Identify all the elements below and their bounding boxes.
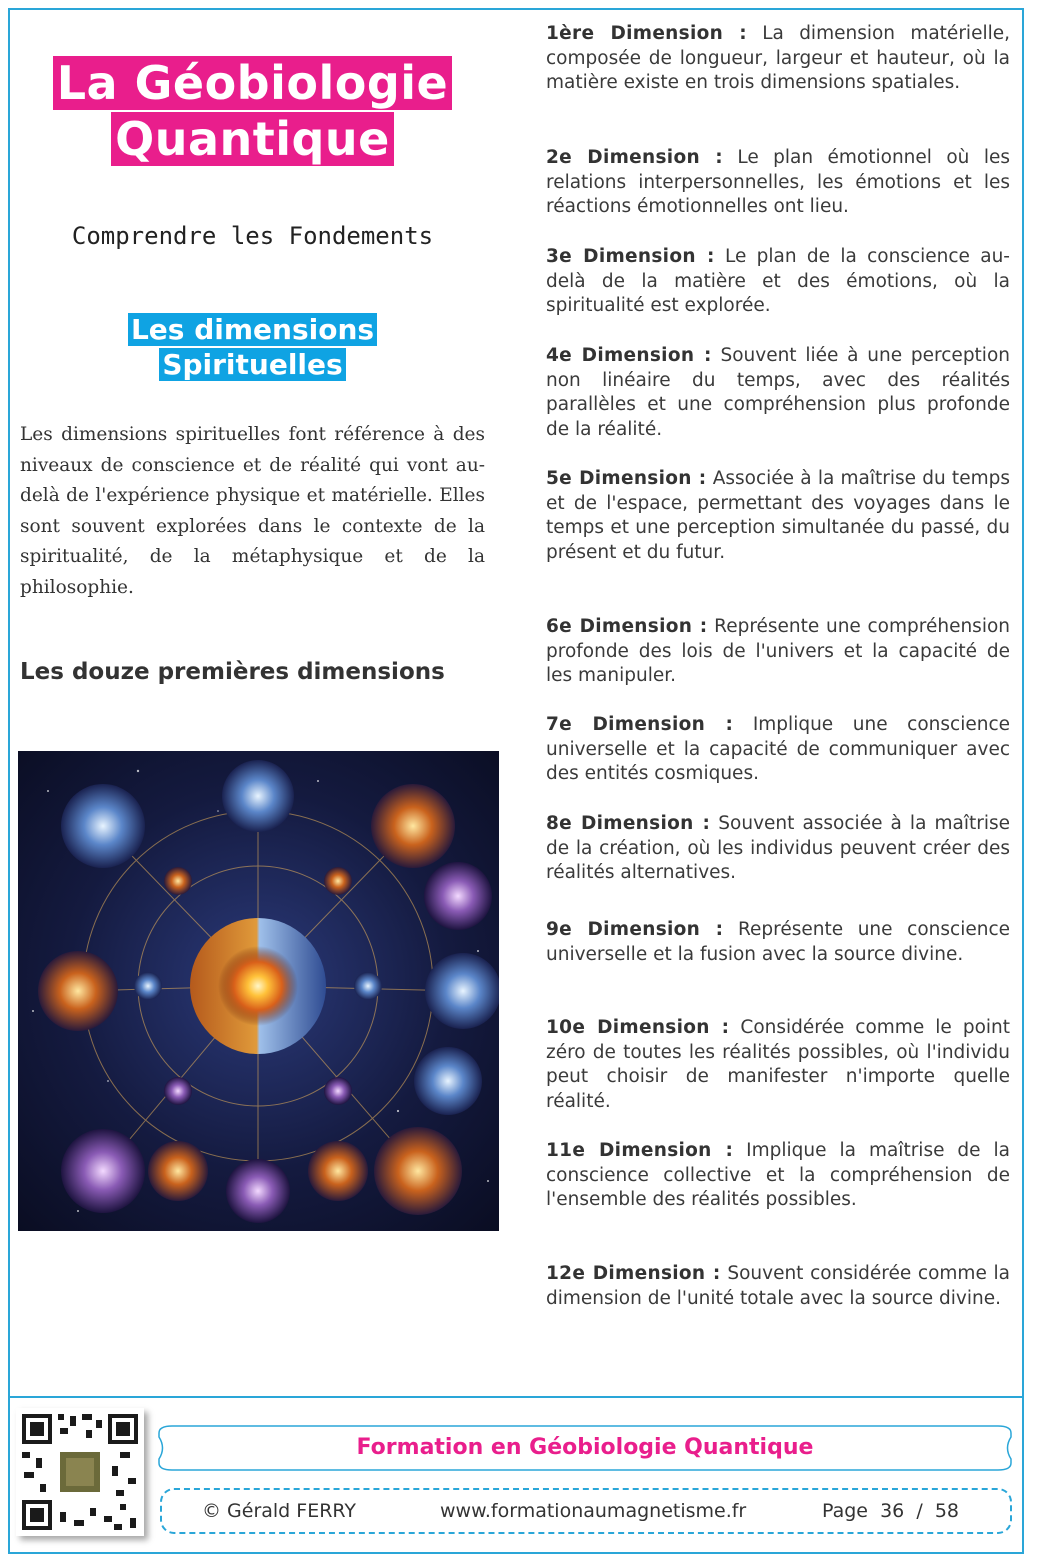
dimension-text: Le plan de la conscience au-delà de la matière et des émotions, où la spiritualité est explorée. (546, 246, 1010, 316)
dimension-text: Implique la maîtrise de la conscience collective et la compréhension de l'ensemble des réalités possibles. (546, 1140, 1011, 1210)
dimension-label: 8e Dimension : (546, 813, 711, 834)
dimension-item-2 (546, 146, 1010, 220)
dimension-label: 11e Dimension : (546, 1140, 734, 1161)
dimension-text: Considérée comme le point zéro de toutes les réalités possibles, où l'individu peut choisir de manifester n'importe quelle réalité. (546, 1017, 1010, 1112)
dimension-label: 7e Dimension : (546, 714, 734, 735)
dimension-item-5 (546, 467, 1010, 565)
dimension-label: 6e Dimension : (546, 616, 708, 637)
dimension-item-10 (546, 1016, 1010, 1114)
qr-code-graphic (16, 1408, 144, 1536)
page-number: Page 36 / 58 (822, 1500, 959, 1522)
dimension-label: 2e Dimension : (546, 147, 723, 168)
dimension-item-3 (546, 245, 1010, 319)
course-title: Formation en Géobiologie Quantique (356, 1435, 814, 1460)
dimension-label: 12e Dimension : (546, 1263, 721, 1284)
footer-bar (160, 1488, 1012, 1534)
section-heading-line-2: Spirituelles (159, 348, 345, 381)
dimension-label: 9e Dimension : (546, 919, 724, 940)
dimension-label: 4e Dimension : (546, 345, 712, 366)
cosmic-illustration-svg (18, 751, 499, 1231)
dimension-text: Implique une conscience universelle et la capacité de communiquer avec des entités cosmiques. (546, 714, 1010, 784)
intro-paragraph: Les dimensions spirituelles font référence à des niveaux de conscience et de réalité qui vont au-delà de l'expérience physique et matérielle. Elles sont souvent explorées dans le contexte de la spiritualité, de la métaphysique et de la philosophie. (20, 424, 485, 598)
course-banner (158, 1425, 1012, 1471)
dimension-text: Représente une conscience universelle et la fusion avec la source divine. (546, 919, 1010, 965)
dimension-label: 1ère Dimension : (546, 23, 747, 44)
author: © Gérald FERRY (202, 1500, 357, 1522)
title-line-2: Quantique (111, 112, 394, 166)
page-title (20, 55, 485, 167)
dimension-label: 5e Dimension : (546, 468, 707, 489)
dimension-label: 10e Dimension : (546, 1017, 730, 1038)
dimensions-subheading: Les douze premières dimensions (20, 659, 445, 685)
dimension-text: La dimension matérielle, composée de longueur, largeur et hauteur, où la matière existe en trois dimensions spatiales. (546, 23, 1010, 93)
dimension-item-4 (546, 344, 1010, 442)
section-heading-line-1: Les dimensions (128, 313, 377, 346)
dimension-item-8 (546, 812, 1010, 886)
dimension-item-12 (546, 1262, 1010, 1311)
dimension-item-9 (546, 918, 1010, 967)
dimension-item-6 (546, 615, 1010, 689)
qr-code[interactable] (16, 1408, 144, 1536)
dimension-item-1 (546, 22, 1010, 96)
website-link[interactable]: www.formationaumagnetisme.fr (440, 1500, 747, 1522)
dimension-text: Le plan émotionnel où les relations interpersonnelles, les émotions et les réactions émotionnelles ont lieu. (546, 147, 1010, 217)
dimension-text: Souvent associée à la maîtrise de la création, où les individus peuvent créer des réalités alternatives. (546, 813, 1010, 883)
subtitle: Comprendre les Fondements (71, 222, 434, 250)
dimension-text: Représente une compréhension profonde des lois de l'univers et la capacité de les manipuler. (546, 616, 1010, 686)
cosmic-dimensions-illustration (18, 751, 499, 1231)
dimension-text: Souvent liée à une perception non linéaire du temps, avec des réalités parallèles et une compréhension plus profonde de la réalité. (546, 345, 1010, 440)
section-heading (20, 312, 485, 382)
title-line-1: La Géobiologie (53, 56, 453, 110)
dimension-item-7 (546, 713, 1010, 787)
dimension-label: 3e Dimension : (546, 246, 715, 267)
dimension-item-11 (546, 1139, 1010, 1213)
dimension-text: Souvent considérée comme la dimension de l'unité totale avec la source divine. (546, 1263, 1010, 1309)
footer-divider (8, 1396, 1024, 1398)
dimension-text: Associée à la maîtrise du temps et de l'espace, permettant des voyages dans le temps et une perception simultanée du passé, du présent et du futur. (546, 468, 1010, 563)
